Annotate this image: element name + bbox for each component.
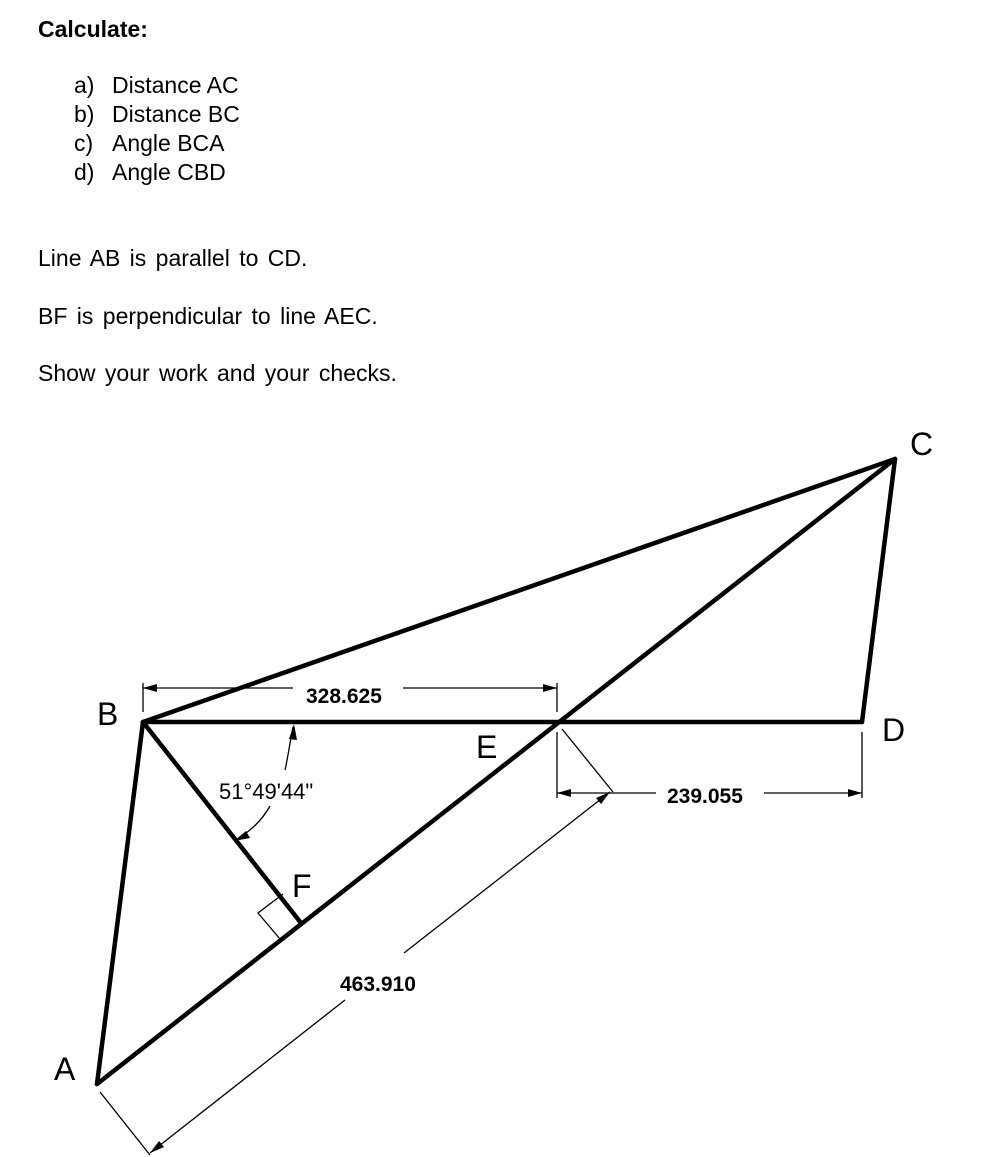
dim-arrow-BE-left [143, 684, 157, 692]
question-text: Distance BC [112, 101, 240, 127]
dim-arrow-ED-left [557, 789, 571, 797]
right-angle-marker [258, 894, 283, 939]
dim-label-BE: 328.625 [306, 685, 382, 708]
point-label-F: F [292, 868, 312, 904]
question-text: Angle BCA [112, 130, 225, 156]
point-label-D: D [882, 712, 906, 748]
question-letter: b) [74, 101, 95, 127]
point-label-A: A [54, 1051, 76, 1087]
question-letter: a) [74, 72, 95, 98]
note-parallel: Line AB is parallel to CD. [38, 245, 308, 271]
question-letter: c) [74, 130, 94, 156]
dim-ext-E3 [562, 729, 613, 792]
dim-arrow-AE-lower [150, 1141, 164, 1153]
page-title: Calculate: [38, 16, 148, 42]
line-DC [862, 459, 895, 722]
point-label-C: C [910, 426, 934, 462]
dim-arrow-BE-right [543, 684, 557, 692]
dim-label-ED: 239.055 [667, 785, 743, 808]
point-label-B: B [97, 696, 119, 732]
line-BC [143, 459, 895, 722]
line-AC [97, 459, 895, 1084]
question-letter: d) [74, 159, 95, 185]
point-label-E: E [476, 729, 498, 765]
dim-ext-A [100, 1092, 150, 1155]
question-text: Distance AC [112, 72, 239, 98]
dim-line-AE-lower [150, 1000, 345, 1153]
question-text: Angle CBD [112, 159, 226, 185]
line-AB [97, 722, 143, 1084]
dim-label-AE: 463.910 [340, 973, 416, 996]
note-instructions: Show your work and your checks. [38, 360, 397, 386]
note-perpendicular: BF is perpendicular to line AEC. [38, 303, 378, 329]
dim-line-AE-upper [404, 792, 610, 953]
angle-arrow-top [289, 724, 297, 740]
line-BF [143, 722, 301, 923]
angle-arc-EBF-lower [237, 806, 270, 839]
dim-arrow-AE-upper [596, 792, 610, 804]
angle-label-EBF: 51°49'44" [219, 779, 314, 804]
dim-arrow-ED-right [848, 789, 862, 797]
